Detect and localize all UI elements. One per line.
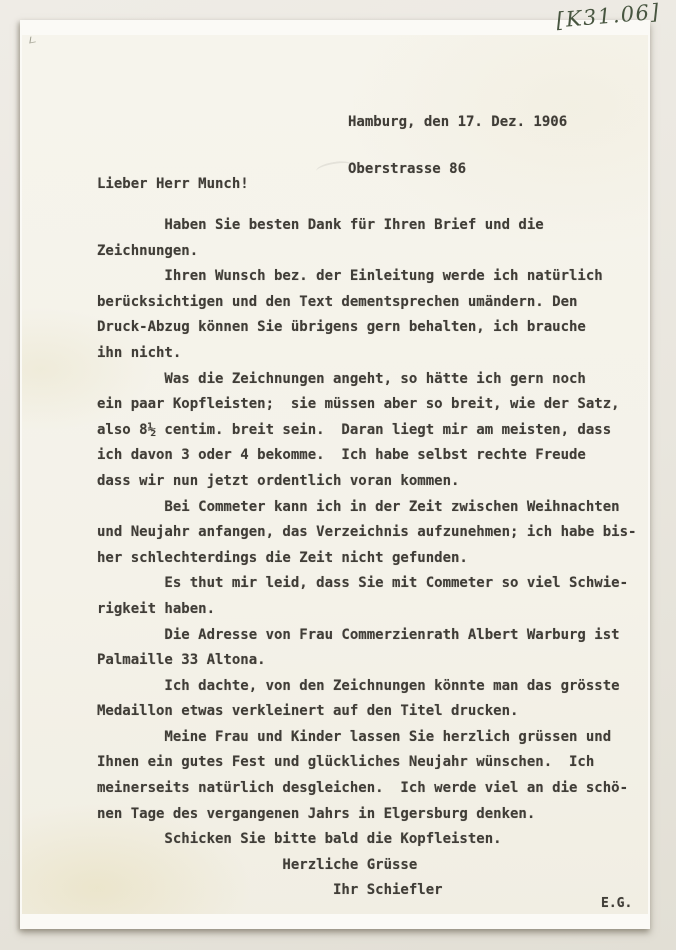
letter-line: Druck-Abzug können Sie übrigens gern behalten, ich brauche <box>97 319 586 336</box>
letter-line: dass wir nun jetzt ordentlich voran kommen. <box>97 472 460 489</box>
letter-line: Medaillon etwas verkleinert auf den Titel drucken. <box>97 703 519 720</box>
letter-line: nen Tage des vergangenen Jahrs in Elgersburg denken. <box>97 805 536 822</box>
letter-line: Zeichnungen. <box>97 242 199 259</box>
letter-line: Meine Frau und Kinder lassen Sie herzlich grüssen und <box>97 728 612 745</box>
letter-line: ein paar Kopfleisten; sie müssen aber so breit, wie der Satz, <box>97 396 620 413</box>
letter-line: Schicken Sie bitte bald die Kopfleisten. <box>97 831 502 848</box>
letter-line: Herzliche Grüsse <box>97 856 418 873</box>
letter-line: und Neujahr anfangen, das Verzeichnis aufzunehmen; ich habe bis- <box>97 524 637 541</box>
typist-initials: E.G. <box>601 896 633 911</box>
letter-line: also 8½ centim. breit sein. Daran liegt mir am meisten, dass <box>97 421 612 438</box>
letter-line: meinerseits natürlich desgleichen. Ich werde viel an die schö- <box>97 780 629 797</box>
letter-line: Ihnen ein gutes Fest und glückliches Neujahr wünschen. Ich <box>97 754 595 771</box>
letter-line: Bei Commeter kann ich in der Zeit zwischen Weihnachten <box>97 498 620 515</box>
letter-line: Ich dachte, von den Zeichnungen könnte man das grösste <box>97 677 620 694</box>
letter-sender-address: Oberstrasse 86 <box>348 160 467 177</box>
letter-line: Was die Zeichnungen angeht, so hätte ich gern noch <box>97 370 586 387</box>
letter-line: her schlechterdings die Zeit nicht gefunden. <box>97 549 468 566</box>
letter-line: Die Adresse von Frau Commerzienrath Albert Warburg ist <box>97 626 620 643</box>
letter-line: Ihr Schiefler <box>97 882 443 899</box>
archival-annotation: [K31.06] <box>555 0 662 33</box>
letter-date-block <box>348 84 567 208</box>
letter-line: ich davon 3 oder 4 bekomme. Ich habe selbst rechte Freude <box>97 447 586 464</box>
pencil-mark <box>29 35 36 43</box>
letter-line: berücksichtigen und den Text dementsprechen umändern. Den <box>97 293 578 310</box>
letter-line: ihn nicht. <box>97 344 182 361</box>
letter-line: Palmaille 33 Altona. <box>97 652 266 669</box>
letter-sheet <box>22 35 648 914</box>
letter-line: rigkeit haben. <box>97 600 216 617</box>
letter-line: Haben Sie besten Dank für Ihren Brief und die <box>97 217 544 233</box>
letter-body <box>97 213 636 904</box>
letter-salutation: Lieber Herr Munch! <box>97 176 249 192</box>
letter-line: Es thut mir leid, dass Sie mit Commeter so viel Schwie- <box>97 575 629 592</box>
letter-date: Hamburg, den 17. Dez. 1906 <box>348 114 568 130</box>
letter-line: Ihren Wunsch bez. der Einleitung werde ich natürlich <box>97 268 603 285</box>
backing-sheet <box>20 20 650 929</box>
